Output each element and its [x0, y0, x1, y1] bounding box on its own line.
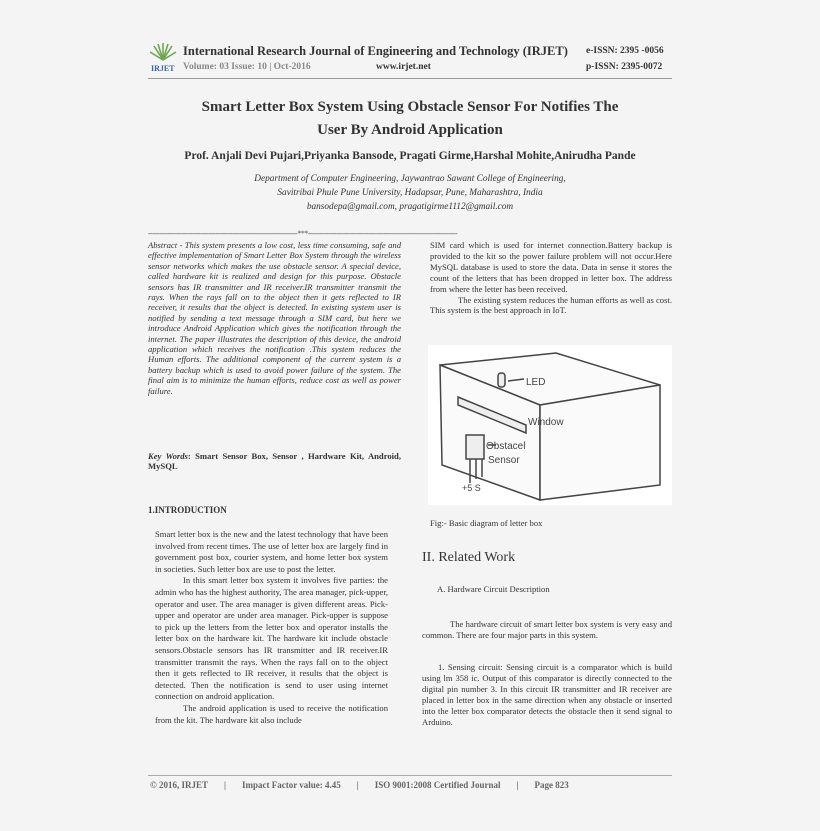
abstract-text: Abstract - This system presents a low cost, less time consuming, safe and effective implementation of Smart Letter Box System through the wireless sensor networks which makes the use obstacle sensor. A special device, called hardware kit is realized and design for this purpose. Obstacle sensors has IR transmitter and IR receiver.IR transmitter transmit the rays. When the rays fall on to the object then it gets reflected to IR receiver, it results that the object is detected. In existing system user is notified by sending a text message through a SIM card, but here we introduce Android Application which gives the notification through the internet. The paper illustrates the description of this device, the android application which receives the notification .This system reduces the Human efforts. The additional component of the current system is a battery backup which is used to avoid power failure of the system. The final aim is to minimize the human efforts, reduce cost as well as power failure. [148, 240, 401, 396]
figure-caption: Fig:- Basic diagram of letter box [430, 518, 543, 528]
intro-paragraph-3: The android application is used to receive the notification from the kit. The hardware kit also include [155, 702, 388, 725]
figure-led-label: LED [526, 377, 546, 388]
logo-text: IRJET [151, 64, 175, 73]
right-paragraph-1: SIM card which is used for internet connection.Battery backup is provided to the kit so the power failure problem will not occur.Here MySQL database is used to store the data. Data in sense it stores the count of the letters that has been dropped in letter box. The address from where the letter has been received. [430, 240, 672, 294]
sensing-circuit-paragraph: 1. Sensing circuit: Sensing circuit is a comparator which is build using lm 358 ic. Output of this comparator is directly connected to the digital pin number 3. In this circuit IR transmitter and IR receiver are placed in letter box in the same direction when any obstacle or inserted into the letter box comparator detects the obstacle then it send signal to Arduino. [422, 662, 672, 727]
intro-heading: 1.INTRODUCTION [148, 505, 227, 515]
footer-impact-factor: Impact Factor value: 4.45 [241, 780, 341, 790]
affiliation-line-2: Savitribai Phule Pune University, Hadapsar, Pune, Maharashtra, India [277, 188, 543, 198]
footer-page-number: Page 823 [534, 780, 569, 790]
letter-box-figure [428, 345, 672, 505]
p-issn: p-ISSN: 2395-0072 [586, 62, 663, 72]
abstract [148, 240, 401, 396]
intro-paragraph-1: Smart letter box is the new and the latest technology that have been involved from recent times. The use of letter box are largely find in government post box, courier system, and home letter box system in societies. Such letter box are use to post the letter. [155, 529, 388, 574]
authors: Prof. Anjali Devi Pujari,Priyanka Bansode, Pragati Girme,Harshal Mohite,Anirudha Pande [184, 150, 636, 162]
right-paragraph-2: The existing system reduces the human efforts as well as cost. This system is the best approach in IoT. [430, 294, 672, 316]
keywords-label: Key Words [148, 451, 188, 461]
hardware-paragraph: The hardware circuit of smart letter box system is very easy and common. There are four major parts in this system. [422, 619, 672, 640]
hardware-heading: A. Hardware Circuit Description [437, 584, 550, 594]
journal-name: International Research Journal of Engineering and Technology (IRJET) [183, 44, 568, 58]
footer-copyright: © 2016, IRJET [150, 780, 208, 790]
keywords [148, 451, 401, 472]
affiliation [160, 172, 660, 214]
footer-iso: ISO 9001:2008 Certified Journal [374, 780, 501, 790]
figure-sensor-label: Sensor [488, 455, 520, 466]
irjet-logo [148, 40, 178, 74]
right-column-text [430, 240, 672, 316]
paper-title [180, 96, 640, 142]
intro-paragraph-2: In this smart letter box system it involves five parties: the admin who has the highest authority, The area manager, pick-upper, operator and user. The area manager is given different areas. Pick-upper and operator are under area manager. Pick-upper is suppose to pick up the letters from the letter box and operator installs the letter box on the hardware kit. The hardware kit include obstacle sensors.Obstacle sensors has IR transmitter and IR receiver.IR transmitter transmit the rays. When the rays fall on to the object then it gets reflected to IR receiver, it results that the object is detected. Then the notification is send to user using internet connection on android application. [155, 575, 388, 702]
author-emails: bansodepa@gmail.com, pragatigirme1112@gmail.com [306, 202, 514, 212]
sensing-circuit-body [422, 662, 672, 728]
footer-rule [148, 775, 672, 776]
keywords-text: : Smart Sensor Box, Sensor , Hardware Kit, Android, MySQL [148, 451, 401, 472]
journal-website[interactable]: www.irjet.net [376, 62, 431, 72]
figure-obstacle-label: Obstacel [486, 441, 526, 452]
header-rule [148, 78, 672, 79]
intro-body [155, 529, 388, 726]
title-line-1: Smart Letter Box System Using Obstacle Sensor For Notifies The [201, 99, 619, 115]
section-separator: ---------------------------------------------------------------------***--------------------------------------------------------------------- [148, 229, 458, 238]
figure-window-label: Window [528, 417, 564, 428]
e-issn: e-ISSN: 2395 -0056 [586, 46, 664, 56]
hardware-body [422, 619, 672, 641]
volume-info: Volume: 03 Issue: 10 | Oct-2016 [183, 62, 311, 72]
figure-power-label: +5 S [462, 483, 481, 493]
affiliation-line-1: Department of Computer Engineering, Jaywantrao Sawant College of Engineering, [254, 174, 566, 184]
related-work-heading: II. Related Work [422, 550, 516, 565]
footer: © 2016, IRJET | Impact Factor value: 4.45 | ISO 9001:2008 Certified Journal | Page 823 [150, 780, 569, 790]
title-line-2: User By Android Application [317, 122, 503, 138]
